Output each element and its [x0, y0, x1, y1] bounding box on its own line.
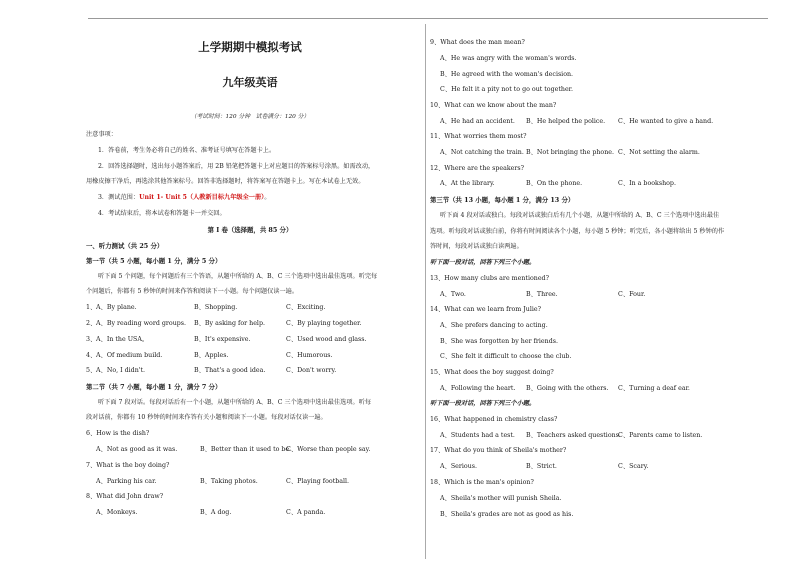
option-a: A、Following the heart.	[440, 385, 516, 392]
option-b: B、That's a good idea.	[194, 367, 266, 374]
option-a: A、Of medium build.	[96, 352, 163, 359]
question-18-option-b: B、Sheila's grades are not as good as his.	[440, 511, 574, 518]
question-14-option-a: A、She prefers dancing to acting.	[440, 322, 548, 329]
question-10-stem: 10、What can we know about the man?	[430, 102, 557, 109]
sub1-intro-b: 个问题后，你都有 5 秒钟的时间来作答和阅读下一小题。每个问题仅读一遍。	[86, 288, 299, 295]
option-b: B、By asking for help.	[194, 320, 265, 327]
option-b: B、Apples.	[194, 352, 229, 359]
exam-meta: （考试时间：120 分钟 试卷满分：120 分）	[190, 114, 310, 120]
option-c: C、In a bookshop.	[618, 180, 676, 187]
option-c: C、Exciting.	[286, 304, 326, 311]
question-number: 3、	[86, 336, 97, 343]
question-12-stem: 12、Where are the speakers?	[430, 165, 525, 172]
question-1	[86, 304, 326, 312]
option-b: B、Not bringing the phone.	[526, 149, 614, 156]
question-14-option-c: C、She felt it difficult to choose the club.	[440, 353, 572, 360]
option-c: C、Don't worry.	[286, 367, 337, 374]
option-c: C、By playing together.	[286, 320, 362, 327]
note-2a: 2．回答选择题时，选出每小题答案后，用 2B 铅笔把答题卡上对应题目的答案标号涂黑。如需改动，	[98, 163, 375, 170]
option-c: C、Humorous.	[286, 352, 333, 359]
part1-title: 第 I 卷（选择题，共 85 分）	[207, 226, 293, 234]
note-4: 4．考试结束后，将本试卷和答题卡一并交回。	[98, 210, 226, 217]
note-3-range: Unit 1- Unit 5（人教新目标九年级全一册）	[139, 194, 265, 201]
option-c: C、He wanted to give a hand.	[618, 118, 714, 125]
question-10-options	[440, 118, 714, 126]
note-3-prefix: 3．测试范围：	[98, 194, 140, 201]
option-a: A、No, I didn't.	[96, 367, 146, 374]
question-16-stem: 16、What happened in chemistry class?	[430, 416, 558, 423]
option-b: B、Shopping.	[194, 304, 238, 311]
question-8-stem: 8、What did John draw?	[86, 493, 164, 500]
top-rule	[88, 18, 768, 19]
note-2b: 用橡皮擦干净后，再选涂其他答案标号。回答非选择题时，将答案写在答题卡上。写在本试卷上无效。	[86, 178, 365, 185]
exam-title: 上学期期中模拟考试	[198, 40, 302, 54]
sub3-intro-a: 听下面 4 段对话或独白。每段对话或独白后有几个小题，从题中所给的 A、B、C 三个选项中选出最佳	[440, 212, 720, 219]
question-18-stem: 18、Which is the man's opinion?	[430, 479, 534, 486]
option-c: C、Worse than people say.	[286, 446, 371, 453]
question-number: 4、	[86, 352, 97, 359]
option-c: C、Parents came to listen.	[618, 432, 703, 439]
question-14-option-b: B、She was forgotten by her friends.	[440, 338, 558, 345]
question-12-options	[440, 180, 676, 188]
option-b: B、Teachers asked questions.	[526, 432, 621, 439]
question-8-options	[96, 509, 326, 517]
sub2-title: 第二节（共 7 小题，每小题 1 分，满分 7 分）	[86, 383, 222, 391]
question-15-options	[440, 385, 690, 393]
sub3-intro-b: 选项。听每段对话或独白前，你将有时间阅读各个小题，每小题 5 秒钟；听完后，各小题将给出 5 秒钟的作	[430, 228, 725, 235]
option-a: A、In the USA。	[96, 336, 149, 343]
sub1-title: 第一节（共 5 小题，每小题 1 分，满分 5 分）	[86, 257, 222, 265]
question-18-option-a: A、Sheila's mother will punish Sheila.	[440, 495, 562, 502]
sub2-intro-b: 段对话前，你都有 10 秒钟的时间来作答有关小题和阅读下一小题。每段对话仅读一遍。	[86, 414, 327, 421]
question-6-stem: 6、How is the dish?	[86, 430, 150, 437]
listening-section-title: 一、听力测试（共 25 分）	[86, 242, 164, 250]
question-2	[86, 320, 362, 328]
question-3	[86, 336, 367, 344]
question-number: 2、	[86, 320, 97, 327]
option-a: A、Not catching the train.	[440, 149, 524, 156]
sub3-intro-c: 答时间，每段对话或独白读两遍。	[430, 243, 523, 250]
option-a: A、Students had a test.	[440, 432, 515, 439]
option-c: C、Turning a deaf ear.	[618, 385, 690, 392]
option-c: C、Playing football.	[286, 478, 350, 485]
option-c: C、A panda.	[286, 509, 326, 516]
question-17-options	[440, 463, 649, 471]
option-c: C、Used wood and glass.	[286, 336, 367, 343]
question-13-options	[440, 291, 646, 299]
question-16-options	[440, 432, 703, 440]
question-5	[86, 367, 337, 375]
option-b: B、It's expensive.	[194, 336, 251, 343]
dialogue-group-2-heading: 听下面一段对话，回答下列三个小题。	[430, 400, 536, 407]
option-a: A、By reading word groups.	[96, 320, 187, 327]
sub3-title: 第三节（共 13 小题，每小题 1 分，满分 13 分）	[430, 196, 575, 204]
question-13-stem: 13、How many clubs are mentioned?	[430, 275, 549, 282]
option-a: A、Monkeys.	[96, 509, 138, 516]
option-a: A、Two.	[440, 291, 466, 298]
option-a: A、He had an accident.	[440, 118, 515, 125]
question-9-option-a: A、He was angry with the woman's words.	[440, 55, 577, 62]
dialogue-group-1-heading: 听下面一段对话，回答下列三个小题。	[430, 259, 536, 266]
option-a: A、Serious.	[440, 463, 477, 470]
note-3	[98, 194, 270, 202]
notes-heading: 注意事项：	[86, 131, 117, 138]
option-c: C、Not setting the alarm.	[618, 149, 700, 156]
question-15-stem: 15、What does the boy suggest doing?	[430, 369, 554, 376]
question-9-option-b: B、He agreed with the woman's decision.	[440, 71, 574, 78]
question-4	[86, 352, 333, 360]
option-a: A、Parking his car.	[96, 478, 157, 485]
question-17-stem: 17、What do you think of Sheila's mother?	[430, 447, 567, 454]
option-c: C、Four.	[618, 291, 646, 298]
question-14-stem: 14、What can we learn from Julie?	[430, 306, 541, 313]
option-a: A、Not as good as it was.	[96, 446, 178, 453]
option-b: B、Taking photos.	[200, 478, 258, 485]
note-3-suffix: 。	[264, 194, 271, 201]
option-a: A、By plane.	[96, 304, 137, 311]
option-b: B、Strict.	[526, 463, 557, 470]
question-6-options	[96, 446, 371, 454]
question-number: 1、	[86, 304, 97, 311]
question-11-stem: 11、What worries them most?	[430, 133, 527, 140]
question-number: 5、	[86, 367, 97, 374]
option-b: B、A dog.	[200, 509, 232, 516]
option-b: B、He helped the police.	[526, 118, 606, 125]
question-7-options	[96, 478, 350, 486]
option-b: B、Better than it used to be.	[200, 446, 292, 453]
option-b: B、Going with the others.	[526, 385, 609, 392]
question-11-options	[440, 149, 700, 157]
sub1-intro-a: 听下面 5 个问题，每个问题后有三个答语，从题中所给的 A、B、C 三个选项中选出最佳选项。听完每	[98, 273, 378, 280]
column-divider	[425, 24, 426, 559]
question-7-stem: 7、What is the boy doing?	[86, 462, 170, 469]
question-9-option-c: C、He felt it a pity not to go out together.	[440, 86, 573, 93]
option-c: C、Scary.	[618, 463, 649, 470]
option-b: B、Three.	[526, 291, 558, 298]
note-1: 1．答卷前，考生务必将自己的姓名、准考证号填写在答题卡上。	[98, 147, 276, 154]
option-b: B、On the phone.	[526, 180, 583, 187]
grade-subject-title: 九年级英语	[222, 76, 278, 89]
option-a: A、At the library.	[440, 180, 495, 187]
question-9-stem: 9、What does the man mean?	[430, 39, 525, 46]
sub2-intro-a: 听下面 7 段对话。每段对话后有一个小题，从题中所给的 A、B、C 三个选项中选出最佳选项。听每	[98, 399, 372, 406]
